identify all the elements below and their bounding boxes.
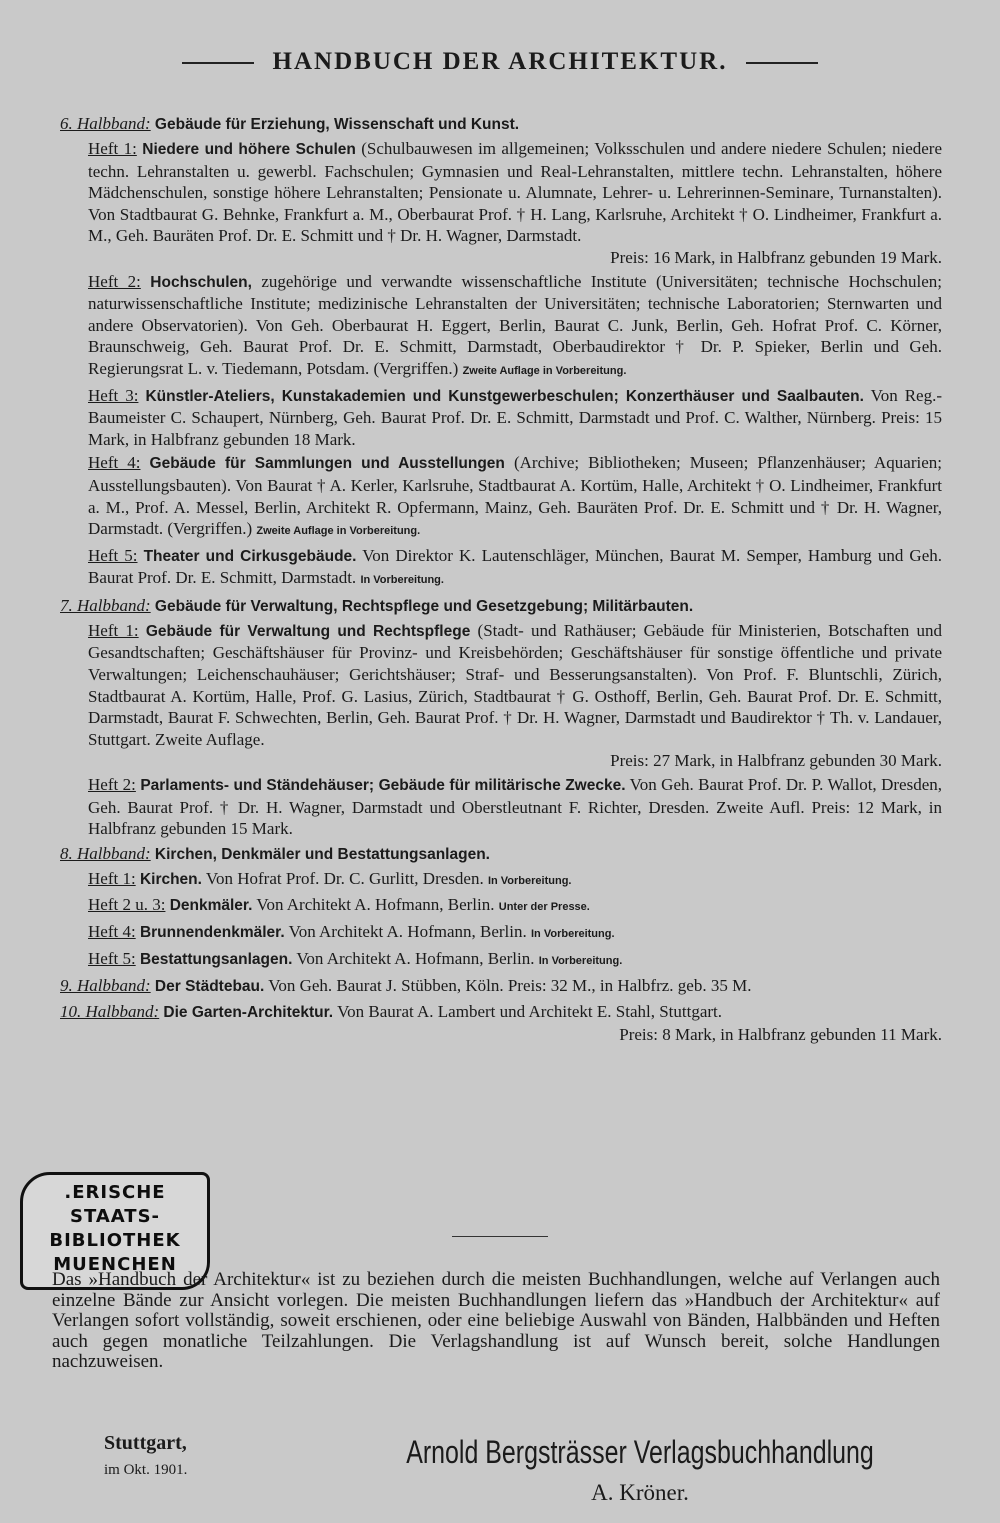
heft-note: Zweite Auflage in Vorbereitung.	[462, 364, 627, 377]
heft-7-1	[88, 620, 942, 772]
halbband-label: 9. Halbband:	[60, 976, 151, 996]
stamp-line: BIBLIOTHEK	[49, 1230, 181, 1251]
heft-8-2-3	[88, 894, 942, 919]
heft-text: Von Reg.-Baumeister C. Schaupert, Nürnberg, Geh. Baurat Prof. Dr. E. Schmitt, Darmstadt und Prof. C. Walther, Nürnberg. Preis: 15 Mark, in Halbfranz gebunden 18 Mark.	[88, 385, 943, 449]
heft-8-5	[88, 948, 942, 973]
heft-6-3	[88, 385, 942, 451]
stamp-line: MUENCHEN	[53, 1254, 177, 1275]
halbband-price: Preis: 8 Mark, in Halbfranz gebunden 11 Mark.	[619, 1025, 942, 1045]
heft-8-4	[88, 921, 942, 946]
heft-text: Von Direktor K. Lautenschläger, München, Baurat M. Semper, Hamburg und Geh. Baurat Prof. Dr. E. Schmitt, Darmstadt.	[88, 545, 942, 588]
heft-text: Von Architekt A. Hofmann, Berlin.	[288, 922, 527, 941]
heft-label: Heft 2:	[88, 271, 141, 291]
heft-text: Von Hofrat Prof. Dr. C. Gurlitt, Dresden.	[205, 868, 484, 888]
heft-label: Heft 1:	[88, 620, 139, 640]
heft-8-1	[88, 868, 942, 893]
heft-label: Heft 4:	[88, 453, 141, 473]
heft-title: Bestattungsanlagen.	[139, 950, 293, 968]
heft-7-2	[88, 774, 942, 840]
heft-label: Heft 4:	[88, 922, 136, 941]
halbband-10	[60, 1001, 942, 1046]
halbband-label: 6. Halbband:	[60, 114, 151, 133]
page-header	[0, 48, 1000, 76]
heft-title: Niedere und höhere Schulen	[142, 141, 356, 158]
heft-title: Kirchen.	[139, 870, 202, 888]
heft-title: Theater und Cirkusgebäude.	[143, 547, 357, 565]
publisher-name: Arnold Bergsträsser Verlagsbuchhandlung	[406, 1434, 874, 1470]
halbband-text: Von Geh. Baurat J. Stübben, Köln. Preis: 32 M., in Halbfrz. geb. 35 M.	[268, 976, 752, 996]
halbband-title: Gebäude für Erziehung, Wissenschaft und Kunst.	[154, 116, 520, 133]
stamp-line: .ERISCHE	[64, 1182, 166, 1203]
heft-title: Künstler-Ateliers, Kunstakademien und Kunstgewerbeschulen; Konzerthäuser und Saalbauten.	[145, 387, 864, 405]
header-rule-right	[746, 62, 818, 64]
halbband-title: Gebäude für Verwaltung, Rechtspflege und Gesetzgebung; Militärbauten.	[154, 597, 694, 615]
halbband-8	[60, 843, 942, 866]
catalogue	[60, 110, 942, 1046]
heft-text: Von Architekt A. Hofmann, Berlin.	[296, 948, 535, 968]
heft-6-4	[88, 452, 942, 542]
heft-label: Heft 1:	[88, 139, 137, 158]
heft-title: Parlaments- und Ständehäuser; Gebäude für militärische Zwecke.	[140, 777, 626, 795]
heft-text: (Stadt- und Rathäuser; Gebäude für Ministerien, Botschaften und Gesandtschaften; Geschäftshäuser für Provinz- und Kreisbehörden; Geschäftshäuser für sonstige öffentliche und private Verwaltungen; Leichenschauhäuser; Gerichtshäuser; Straf- und Besserungsanstalten). Von Prof. F. Bluntschli, Zürich, Stadtbaurat A. Kortüm, Halle, Prof. G. Lasius, Zürich, Stadtbaurat † G. Osthoff, Berlin, Geh. Baurat Prof. Dr. E. Schmitt, Darmstadt, Baurat F. Schwechten, Berlin, Geh. Baurat Prof. † Dr. H. Wagner, Darmstadt und Baudirektor † Th. v. Landauer, Stuttgart. Zweite Auflage.	[88, 620, 943, 749]
heft-title: Gebäude für Sammlungen und Ausstellungen	[149, 455, 505, 473]
heft-6-1	[88, 138, 942, 269]
heft-note: In Vorbereitung.	[487, 874, 572, 887]
imprint-city: Stuttgart,	[104, 1432, 187, 1454]
heft-note: In Vorbereitung.	[538, 954, 623, 967]
imprint-date: im Okt. 1901.	[104, 1462, 188, 1478]
halbband-6	[60, 113, 942, 136]
publisher-owner: A. Kröner.	[591, 1480, 689, 1505]
heft-note: Zweite Auflage in Vorbereitung.	[256, 525, 421, 538]
halbband-label: 8. Halbband:	[60, 843, 151, 863]
heft-label: Heft 5:	[88, 545, 138, 565]
section-divider	[452, 1236, 548, 1237]
stamp-line: STAATS-	[69, 1206, 161, 1227]
heft-text: (Schulbauwesen im allgemeinen; Volksschulen und andere niedere Schulen; niedere techn. Lehranstalten u. gewerbl. Fachschulen; Gymnasien und Real-Lehranstalten, mittlere techn. Lehranstalten, höhere Mädchenschulen, sonstige höhere Lehranstalten; Pensionate u. Alumnate, Lehrer- u. Lehrerinnen-Seminare, Turnanstalten). Von Stadtbaurat G. Behnke, Frankfurt a. M., Oberbaurat Prof. † H. Lang, Karlsruhe, Architekt † O. Lindheimer, Frankfurt a. M., Geh. Bauräten Prof. Dr. E. Schmitt und † Dr. H. Wagner, Darmstadt.	[88, 139, 943, 246]
heft-6-2	[88, 271, 942, 383]
halbband-text: Von Baurat A. Lambert und Architekt E. Stahl, Stuttgart.	[337, 1002, 723, 1022]
heft-label: Heft 2:	[88, 775, 136, 795]
heft-price: Preis: 16 Mark, in Halbfranz gebunden 19 Mark.	[610, 247, 942, 267]
heft-title: Denkmäler.	[169, 897, 253, 915]
heft-title: Gebäude für Verwaltung und Rechtspflege	[145, 622, 471, 640]
heft-note: In Vorbereitung.	[531, 928, 615, 940]
heft-text: Von Geh. Baurat Prof. Dr. P. Wallot, Dresden, Geh. Baurat Prof. † Dr. H. Wagner, Darmstadt und Oberstleutnant F. Richter, Dresden. Zweite Aufl. Preis: 12 Mark, in Halbfranz gebunden 15 Mark.	[88, 775, 943, 839]
ordering-paragraph: Das »Handbuch der Architektur« ist zu beziehen durch die meisten Buchhandlungen, welche auf Verlangen auch einzelne Bände zur Ansicht vorlegen. Die meisten Buchhandlungen liefern das »Handbuch der Architektur« auf Verlangen sofort vollständig, soweit erschienen, oder eine beliebige Auswahl von Bänden, Halbbänden und Heften auch gegen monatliche Teilzahlungen. Die Verlagshandlung ist auf Wunsch bereit, solche Handlungen nachzuweisen.	[52, 1269, 940, 1372]
heft-title: Hochschulen,	[150, 273, 252, 291]
heft-note: Unter der Presse.	[498, 901, 590, 914]
heft-label: Heft 3:	[88, 385, 139, 405]
header-title: HANDBUCH DER ARCHITEKTUR.	[272, 48, 728, 75]
halbband-label: 7. Halbband:	[60, 595, 151, 615]
halbband-9	[60, 975, 942, 998]
heft-6-5	[88, 545, 942, 592]
halbband-label: 10. Halbband:	[60, 1002, 160, 1022]
heft-label: Heft 5:	[88, 948, 136, 968]
heft-text: Von Architekt A. Hofmann, Berlin.	[256, 895, 495, 915]
halbband-title: Kirchen, Denkmäler und Bestattungsanlagen.	[154, 845, 490, 863]
halbband-title: Die Garten-Architektur.	[163, 1004, 334, 1022]
heft-title: Brunnendenkmäler.	[139, 924, 285, 941]
heft-label: Heft 2 u. 3:	[88, 895, 166, 915]
heft-price: Preis: 27 Mark, in Halbfranz gebunden 30 Mark.	[610, 751, 942, 771]
halbband-title: Der Städtebau.	[154, 978, 265, 996]
heft-label: Heft 1:	[88, 868, 136, 888]
heft-note: In Vorbereitung.	[360, 574, 444, 587]
heft-text: zugehörige und verwandte wissenschaftliche Institute (Universitäten; technische Hochschulen; naturwissenschaftliche Institute; medizinische Lehranstalten der Universitäten; technische Laboratorien; Sternwarten und andere Observatorien). Von Geh. Oberbaurat H. Eggert, Berlin, Baurat C. Junk, Berlin, Geh. Hofrat Prof. C. Körner, Braunschweig, Geh. Baurat Prof. Dr. E. Schmitt, Darmstadt, Oberbaudirektor † Dr. P. Spieker, Berlin und Geh. Regierungsrat L. v. Tiedemann, Potsdam. (Vergriffen.)	[88, 271, 943, 378]
header-rule-left	[182, 62, 254, 64]
heft-text: (Archive; Bibliotheken; Museen; Pflanzenhäuser; Aquarien; Ausstellungsbauten). Von Baurat † A. Kerler, Karlsruhe, Stadtbaurat A. Kortüm, Halle, Architekt † O. Lindheimer, Frankfurt a. M., Prof. A. Messel, Berlin, Architekt R. Opfermann, Mainz, Geh. Bauräten Prof. Dr. E. Schmitt und † Dr. H. Wagner, Darmstadt. (Vergriffen.)	[88, 453, 943, 539]
halbband-7	[60, 595, 942, 618]
